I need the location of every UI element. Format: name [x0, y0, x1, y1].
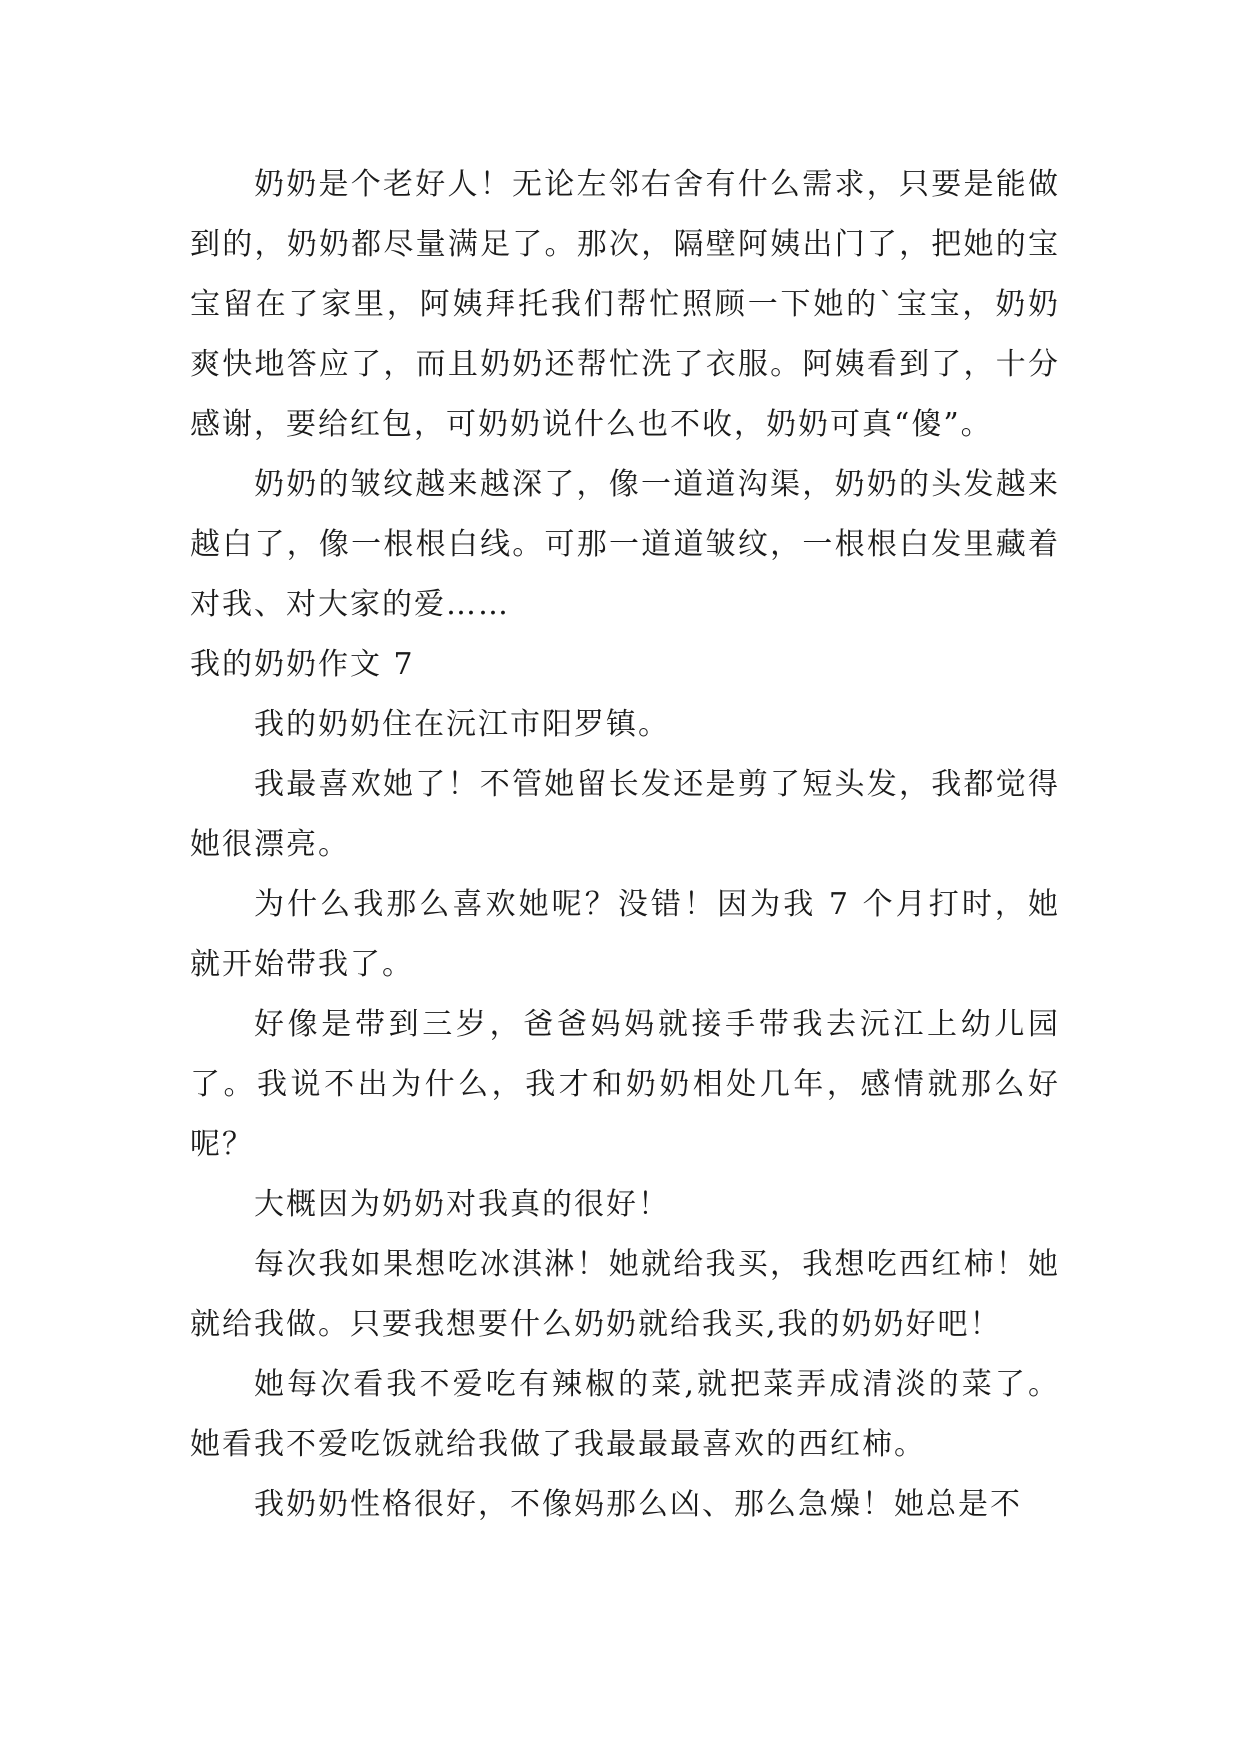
- paragraph: 为什么我那么喜欢她呢？没错！因为我 7 个月打时，她就开始带我了。: [190, 887, 1060, 982]
- paragraph: 每次我如果想吃冰淇淋！她就给我买，我想吃西红柿！她就给我做。只要我想要什么奶奶就给我买,我的奶奶好吧！: [190, 1247, 1060, 1342]
- paragraph: 大概因为奶奶对我真的很好！: [254, 1187, 670, 1222]
- document-body: [190, 155, 1060, 1535]
- paragraph: 我奶奶性格很好，不像妈那么凶、那么急燥！她总是不: [254, 1487, 1022, 1522]
- paragraph: 奶奶的皱纹越来越深了，像一道道沟渠，奶奶的头发越来越白了，像一根根白线。可那一道道皱纹，一根根白发里藏着对我、对大家的爱……: [190, 467, 1060, 622]
- paragraph: 我最喜欢她了！不管她留长发还是剪了短头发，我都觉得她很漂亮。: [190, 767, 1060, 862]
- paragraph: 我的奶奶住在沅江市阳罗镇。: [254, 707, 670, 742]
- paragraph: 好像是带到三岁，爸爸妈妈就接手带我去沅江上幼儿园了。我说不出为什么，我才和奶奶相处几年，感情就那么好呢？: [190, 1007, 1060, 1162]
- paragraph: 她每次看我不爱吃有辣椒的菜,就把菜弄成清淡的菜了。她看我不爱吃饭就给我做了我最最最喜欢的西红柿。: [190, 1367, 1060, 1462]
- paragraph: 奶奶是个老好人！无论左邻右舍有什么需求，只要是能做到的，奶奶都尽量满足了。那次，隔壁阿姨出门了，把她的宝宝留在了家里，阿姨拜托我们帮忙照顾一下她的`宝宝，奶奶爽快地答应了，而且奶奶还帮忙洗了衣服。阿姨看到了，十分感谢，要给红包，可奶奶说什么也不收，奶奶可真“傻”。: [190, 167, 1060, 442]
- section-heading: 我的奶奶作文 7: [190, 647, 415, 682]
